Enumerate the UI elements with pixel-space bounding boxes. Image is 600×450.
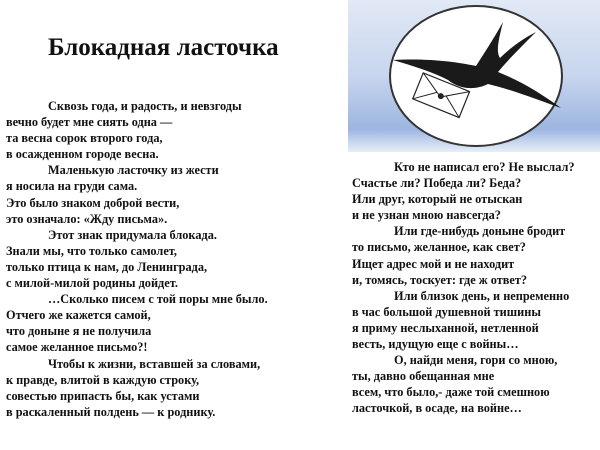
poem-right-column [352,159,575,417]
poem-line: Кто не написал его? Не выслал? [394,160,575,174]
illustration [348,0,600,152]
poem-line: я приму неслыханной, нетленной [352,320,539,335]
poem-line: совестью припасть бы, как устами [6,388,200,403]
poem-line: Этот знак придумала блокада. [48,227,217,242]
poem-line: Маленькую ласточку из жести [48,163,219,178]
poem-line: Сквозь года, и радость, и невзгоды [48,99,242,113]
poem-line: Или друг, который не отыскан [352,192,523,207]
poem-line: с милой-милой родины дойдет. [6,276,178,291]
poem-line: Или где-нибудь доныне бродит [394,224,566,239]
poem-line: ласточкой, в осаде, на войне… [352,401,522,416]
poem-line: в раскаленный полдень — к роднику. [6,404,216,419]
poem-line: Знали мы, что только самолет, [6,243,177,258]
poem-line: я носила на груди сама. [6,179,138,194]
poem-line: Отчего же кажется самой, [6,308,151,323]
poem-left-column [6,98,268,420]
poem-line: Или близок день, и непременно [394,288,570,303]
poem-line: и не узнан мною навсегда? [352,208,501,223]
poem-line: и, томясь, тоскует: где ж ответ? [352,272,528,287]
poem-line: то письмо, желанное, как свет? [352,240,526,255]
poem-line: …Сколько писем с той поры мне было. [48,292,268,307]
poem-line: в час большой душевной тишины [352,304,541,319]
poem-line: Чтобы к жизни, вставшей за словами, [48,356,261,371]
poem-line: Это было знаком доброй вести, [6,195,180,210]
poem-line: О, найди меня, гори со мною, [394,353,558,368]
poem-line: только птица к нам, до Ленинграда, [6,259,208,274]
poem-line: Счастье ли? Победа ли? Беда? [352,176,522,191]
poem-line: вечно будет мне сиять одна — [6,115,173,130]
poem-line: Ищет адрес мой и не находит [352,256,515,271]
poem-line: та весна сорок второго года, [6,131,163,146]
swallow-with-envelope-icon [348,0,600,152]
poem-line: что доныне я не получила [6,324,152,339]
poem-line: всем, что было,- даже той смешною [352,385,550,400]
poem-line: к правде, влитой в каждую строку, [6,372,200,387]
page-title: Блокадная ласточка [48,34,279,61]
poem-line: в осажденном городе весна. [6,147,159,162]
poem-line: весть, идущую еще с войны… [352,337,519,352]
poem-line: это означало: «Жду письма». [6,211,168,226]
poem-line: ты, давно обещанная мне [352,369,495,384]
poem-line: самое желанное письмо?! [6,340,148,355]
